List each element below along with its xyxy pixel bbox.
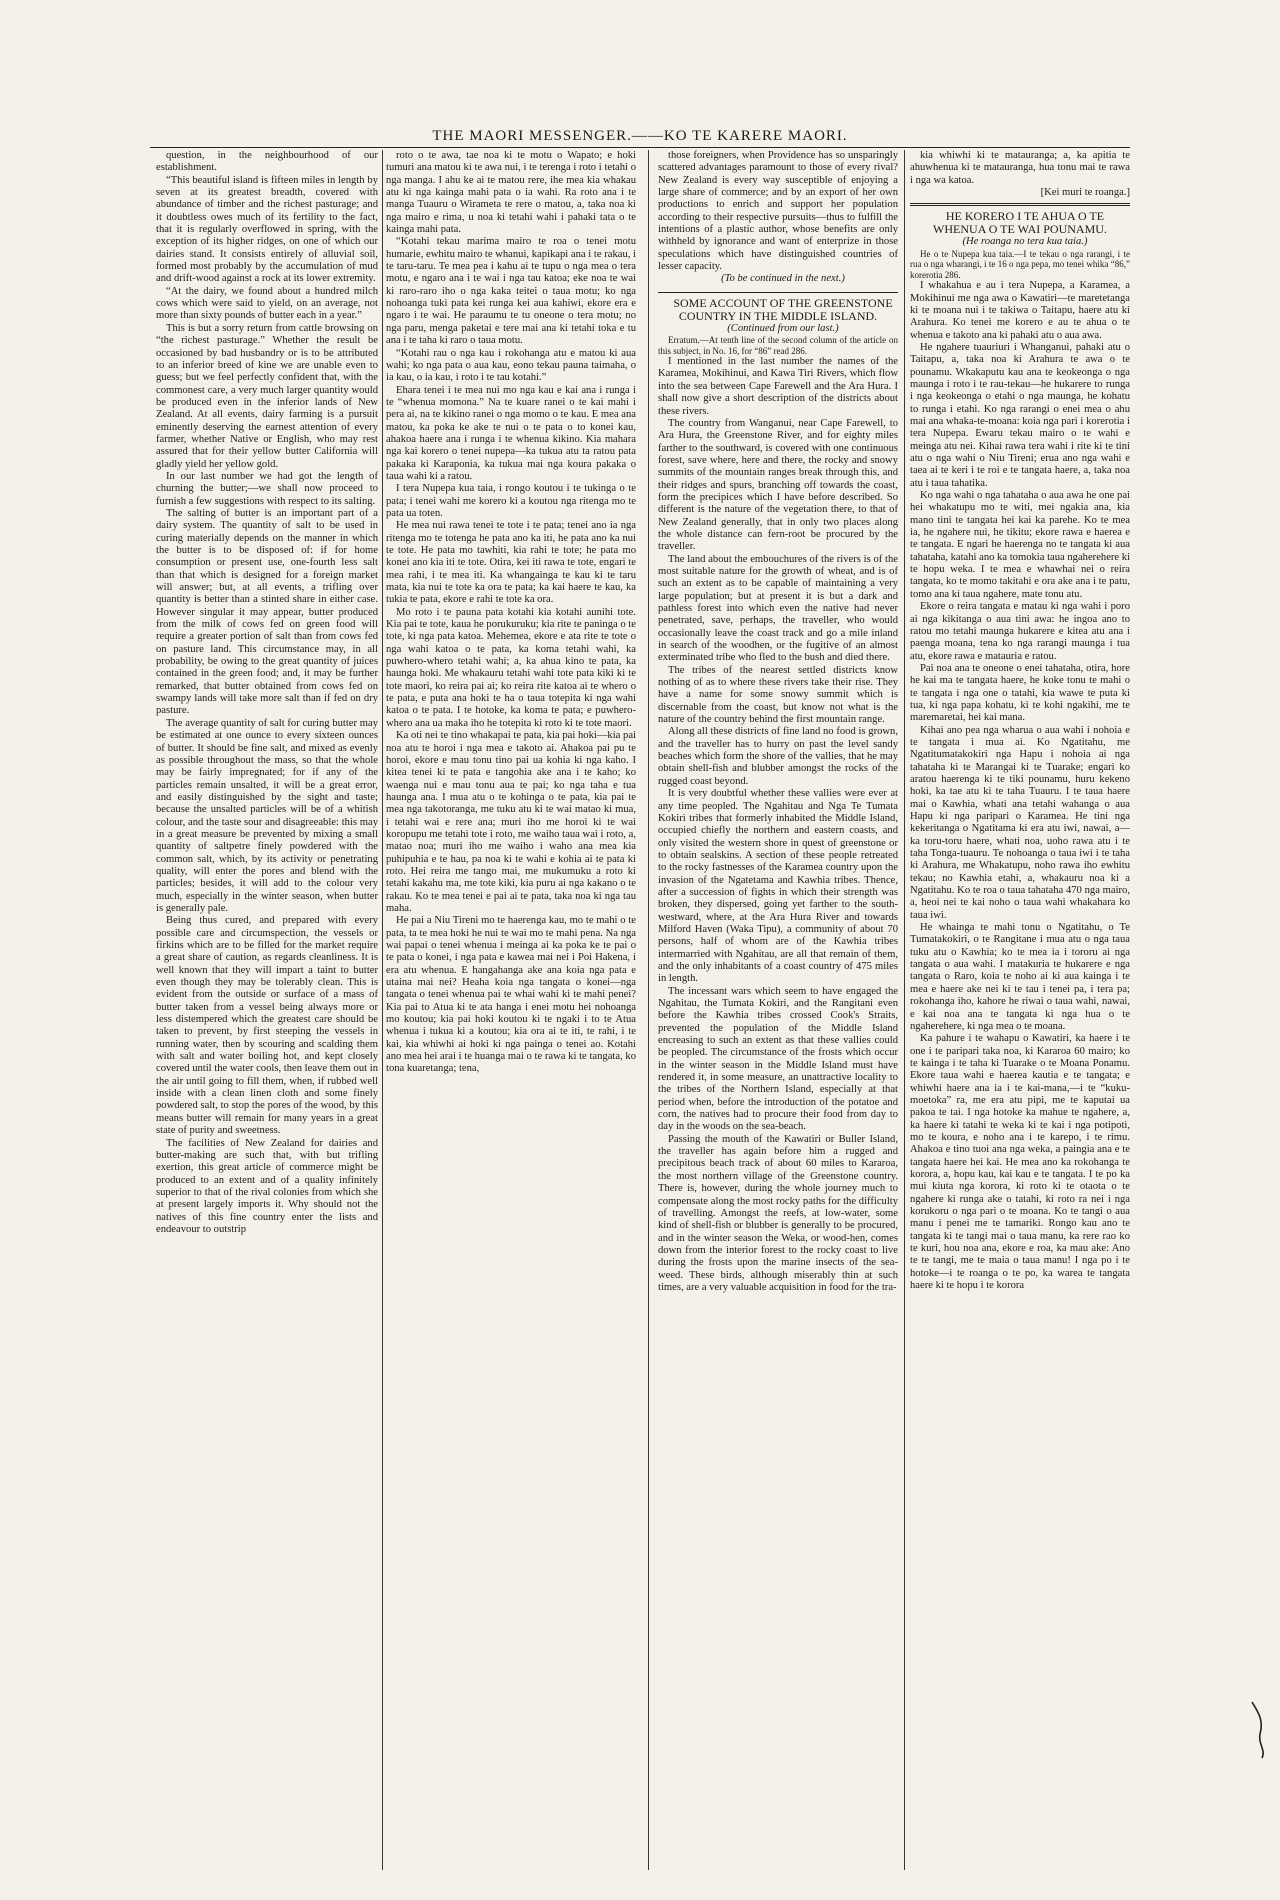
paragraph: I mentioned in the last number the names of the Karamea, Mokihinui, and Kawa Tiri Rivers, which flow into the sea between Cape Farewell and the Ara Hura. I shall now give a short description of the districts about these rivers. [658, 356, 898, 417]
paragraph: Ko nga wahi o nga tahataha o aua awa he one pai hei whakatupu mo te witi, mei ngakia ana, kia mano tini te tangata hei kai ka parehe. Ko te mea ia, he ngahere nui, he tikitu; ekore rawa e haerea e te tangata. E ngari he haerenga no te tangata ki aua tahataha, katahi ano ka tomokia taua ngaherehere ki te hopu weka. I te mea e whawhai nei o reira tangata, ko te momo takitahi e ora ake ana i te patu, tomo ana ki taua ngahere, mate tonu atu. [910, 490, 1130, 600]
paragraph: Pai noa ana te oneone o enei tahataha, otira, hore he kai ma te tangata haere, he koke tonu te mahi o te tangata i nga one o tatahi, kia wawe te puta ki tua, ki nga papa kohatu, ki te kohi ngakihi, me te maremaretai, hei kai mana. [910, 662, 1130, 724]
paragraph: I whakahua e au i tera Nupepa, a Karamea, a Mokihinui me nga awa o Kawatiri—te maretetanga ki te moana nui i te takiwa o Taitapu, haere atu ki Arahura. Ko tenei me korero e au te ahua o te whenua e takoto ana ki pahaki atu o aua awa. [910, 280, 1130, 341]
continued-note: [Kei muri te roanga.] [1040, 187, 1130, 199]
paragraph: kia whiwhi ki te matauranga; a, ka apitia te ahuwhenua ki te matauranga, hua tonu mai te rawa i nga wa katoa. [910, 150, 1130, 186]
column-english-dairy [156, 150, 378, 1870]
paragraph: Kihai ano pea nga wharua o aua wahi i nohoia e te tangata i mua ai. Ko Ngatitahu, me Ngatitumatakokiri nga Hapu i nohoia ai nga tahataha ki te Marangai ki te Tuarake; engari ko aratou haerenga ki te tiki pounamu, huru kekeno hoki, ka tae atu ki te taha Tuauru. I te taua haere mai o Kawhia, whati ana tetahi wahanga o aua Hapu ki nga paripari o Karamea. He tini nga kekeritanga o Ngatitama ki era atu iwi, nawai, a—ka toru-toru haere, whati noa, uoho rawa atu i te taha Tonga-tuauru. Te nohoanga o taua iwi i te taha ki Arahura, me Whakatupu, noho rawa iho ewhitu tekau; no Kawhia etahi, a, whakauru noa ki a Ngatitahu. Ko te roa o taua tahataha 470 nga mairo, a, heoi nei te kai noho o taua wahi whakahara ko taua iwi. [910, 724, 1130, 921]
paragraph: Along all these districts of fine land no food is grown, and the traveller has to hurry on past the level sandy beaches which form the shore of the vallies, that he may obtain shell-fish and blubber amongst the rocks of the rugged coast beyond. [658, 726, 898, 787]
paragraph: The incessant wars which seem to have engaged the Ngahitau, the Tumata Kokiri, and the Rangitani even before the Kawhia tribes crossed Cook's Straits, prevented the population of the Middle Island encreasing to such an extent as that these vallies could be peopled. The circumstance of the frosts which occur in the winter season in the Middle Island must have rendered it, in some measure, an unattractive locality to the tribes of the Northern Island, especially at that period when, before the introduction of the potatoe and corn, the natives had to procure their food from day to day in the woods on the sea-beach. [658, 985, 898, 1133]
paragraph: “Kotahi tekau marima mairo te roa o tenei motu humarie, ewhitu mairo te whanui, kapikapi ana i te rakau, i te taru-taru. Te mea pea i kahu ai te tupu o nga mea o tera motu, e ngaro ana i te wai i nga tau katoa; eke noa te wai ki raro-raro iho o nga kaka teitei o taua motu; ko nga nohoanga tuki pata kei runga kei aua kahiwi, ekore era e ngaro i te wai. He paraumu te tu oneone o tera motu; no nga paru, menga paketai e tere mai ana ki tetahi toka e tu ana i te taha ki raro o taua motu. [386, 236, 636, 347]
erratum: He o te Nupepa kua taia.—I te tekau o nga rarangi, i te rua o nga wharangi, i te 16 o nga pepa, mo tenei whika “86,” korerotia 286. [910, 248, 1130, 280]
column-rule [904, 150, 905, 1870]
paragraph: I tera Nupepa kua taia, i rongo koutou i te tukinga o te pata; i tenei wahi me korero ki a koutou nga ritenga mo te pata ua toten. [386, 483, 636, 519]
paragraph: It is very doubtful whether these vallies were ever at any time peopled. The Ngahitau and Nga Te Tumata Kokiri tribes that formerly inhabited the Middle Island, occupied chiefly the northern and eastern coasts, and only visited the western shore in quest of greenstone or to obtain sealskins. A section of these people retreated to the rocky fastnesses of the Karamea country upon the invasion of the Ngatetama and Kawhia tribes. Thence, after a succession of fights in which their strength was broken, they dispersed, going yet farther to the south-westward, where, at the Ara Hura River and towards Milford Haven (Waka Tipu), a community of about 70 persons, half of whom are of the Kawhia tribes intermarried with Ngahitau, are all that remain of them, and the only inhabitants of a coast country of 475 miles in length. [658, 788, 898, 985]
article-heading: HE KORERO I TE AHUA O TE WHENUA O TE WAI POUNAMU. [933, 209, 1107, 237]
paragraph: Ekore o reira tangata e matau ki nga wahi i poro ai nga kikitanga o aua tini awa: he ingoa ano to ratou mo tetahi maunga hukarere e kitea atu ana i paenga moana, tena ko nga rarangi maunga i tua atu, ekore rawa e matauria e ratou. [910, 601, 1130, 662]
column-rule [382, 150, 383, 1870]
masthead: THE MAORI MESSENGER.——KO TE KARERE MAORI. [150, 128, 1130, 148]
column-maori-dairy [386, 150, 636, 1870]
paragraph: He mea nui rawa tenei te tote i te pata; tenei ano ia nga ritenga mo te totenga he pata ano ka iti, he pata ano ka nui te tote. He pata mo tawhiti, kia rahi te tote; he pata mo konei ano kia iti te tote. Otira, kei iti rawa te tote, engari te mea rahi, i te mea iti. Ka whangainga te kau ki te taru mata, kia nui te tote ka ora te pata; ka kai haere te kau, ka tukia te pata, ekore e rahi te tote ka ora. [386, 520, 636, 606]
divider [658, 292, 898, 293]
erratum: Erratum.—At tenth line of the second column of the article on this subject, in No. 16, for “86” read 286. [658, 335, 898, 356]
article-subheading: (He roanga no tera kua taia.) [962, 236, 1088, 248]
paragraph: “At the dairy, we found about a hundred milch cows which were said to yield, on an average, not more than sixty pounds of butter each in a year.” [156, 285, 378, 322]
paragraph: Passing the mouth of the Kawatiri or Buller Island, the traveller has again before him a rugged and precipitous beach track of about 60 miles to Kararoa, the most northern village of the Greenstone country. There is, however, during the whole journey much to compensate along the most rocky paths for the difficulty of travelling. Amongst the reefs, at low-water, some kind of shell-fish or blubber is generally to be procured, and in the winter season the Weka, or wood-hen, comes down from the interior forest to the rocky coast to live during the frosts upon the marine insects of the sea-weed. These birds, although miserably thin at such times, are a very valuable acquisition in food for the tra- [658, 1133, 898, 1293]
paragraph: The average quantity of salt for curing butter may be estimated at one ounce to every sixteen ounces of butter. It should be fine salt, and mixed as evenly as possible throughout the mass, so that the whole may be fairly impregnated; for if any of the particles remain unsalted, it will be a great error, and easily distinguished by the sight and taste; because the unsalted particles will be of a whitish colour, and the taste sour and disagreeable: this may in a great measure be prevented by mixing a small quantity of saltpetre finely powdered with the common salt, which, by its activity or penetrating quality, will enter the pores and blend with the particles; besides, it will add to the colour very much, especially in the winter season, when butter is generally pale. [156, 717, 378, 914]
paragraph: those foreigners, when Providence has so unsparingly scattered advantages paramount to those of every rival? New Zealand is every way susceptible of enjoying a large share of commerce; and by an export of her own productions to enrich and support her population according to their respective pursuits—thus to fulfill the intentions of a plastic author, whose benefits are only withheld by ignorance and want of enterprize in those speculations which have distinguished countries of lesser capacity. [658, 150, 898, 273]
paragraph: He ngahere tuauriuri i Whanganui, pahaki atu o Taitapu, a, taka noa ki Arahura te awa o te pounamu. Wkakaputu kau ana te keokeonga o nga maunga i roto i te rau-tekau—he hukarere to runga i nga keokeonga o etahi o nga maunga, he kohatu to runga i etahi. Ko nga rarangi o enei mea o ahu mai ana whaka-te-moana: koia nga pari i korerotia i tera Nupepa. Ewaru tekau mairo o te wahi e meinga atu nei. Kihai rawa tera wahi i rite ki te tini atu o nga wahi o Niu Tireni; erua ano nga wahi e taea ai te keri i te roi e te tangata haere, a, taka noa atu i taua tahatika. [910, 341, 1130, 489]
article-heading: SOME ACCOUNT OF THE GREENSTONE COUNTRY IN THE MIDDLE ISLAND. [673, 295, 893, 323]
paragraph: He whainga te mahi tonu o Ngatitahu, o Te Tumatakokiri, o te Rangitane i mua atu o nga taua tuku atu o Kawhia; ko te mea ia i tororu ai nga tangata o aua wahi. I matakuria te hukarere e nga tangata o Raro, koia te noho ai ki aua kainga i te mea e haere ake nei ki te tau i tenei pa, i tera pa; rokohanga iho, kahore he riwai o taua wahi, nawai, e kai noa ana te tangata ki nga hua o te ngaherehere, ki nga mea o te moana. [910, 922, 1130, 1032]
curl-mark-icon [1248, 1700, 1270, 1760]
paragraph: In our last number we had got the length of churning the butter;—we shall now proceed to furnish a few suggestions with respect to its salting. [156, 470, 378, 507]
paragraph: question, in the neighbourhood of our establishment. [156, 150, 378, 174]
paragraph: “Kotahi rau o nga kau i rokohanga atu e matou ki aua wahi; ko nga pata o aua kau, eono tekau pauna taimaha, o ia kau, o ia kau, i roto i te tau kotahi.” [386, 347, 636, 384]
paragraph: The country from Wanganui, near Cape Farewell, to Ara Hura, the Greenstone River, and for eighty miles farther to the southward, is covered with one continuous forest, save where, here and there, the rocky and snowy summits of the mountain ranges break through this, and their ridges and spurs, branching off towards the coast, form the precipices which I have before described. So different is the nature of the vegetation there, to that of New Zealand generally, that in only two places along the whole distance can fern-root be procured by the traveller. [658, 417, 898, 553]
continued-note: (To be continued in the next.) [721, 273, 845, 285]
paragraph: Ka pahure i te wahapu o Kawatiri, ka haere i te one i te paripari taka noa, ki Kararoa 60 mairo; ko te kainga i te taha ki Tuarake o te Moana Ponamu. Ekore taua wahi e haerea kautia e te tangata; e whiwhi haere ana ia i te kai-mana,—i te “kuku-moetoka” ra, me era atu pipi, me te kaputai ua pakoa te tai. I nga hotoke ka mahue te ngahere, a, ka haere ki tatahi te weka ki te kai i nga potipoti, mo te koura, e noho ana i te karepo, i te rimu. Ahakoa e tino tuoi ana nga weka, a paingia ana e te tangata haere hei kai. He mea ano ka rokohanga te korora, a, hopu kau, kai kau e te tangata. I te po ka mui kiuta nga korora, ki roto ki te otaota o te ngahere ki runga ake o tatahi, ki roto ra nei i nga korukoru o nga pari o te moana. Ko te tangi o aua manu i penei me te tamariki. Rongo kau ano te tangata ki te tangi mai o taua manu, ka rere rao ko te kuri, hou noa ana, ekore e roa, ka mau ake: Ano te te tangi, me te maia o taua manu! I nga po i te hotoke—i te roanga o te po, ka warea te tangata haere ki te hopu i te korora [910, 1033, 1130, 1292]
paragraph: Ka oti nei te tino whakapai te pata, kia pai hoki—kia pai noa atu te horoi i nga mea e takoto ai. Ahakoa pai pu te horoi, ekore e mau tonu tino pai ua kohia ki nga kaho. I kitea tenei ki te pata e tangohia ake ana i te kaho; ko waenga nui e mau tonu aua te pai; ko nga taha e tua haunga ana. I mua atu o te kohinga o te pata, kia pai te mea nga takotoranga, me tuku atu ki te wai matao ki mua, i tetahi wai e rere ana; muri iho me horoi ki te wai koropupu me tetahi tote i roto, me waiho taua wai i roto, a, matao noa; muri iho me waiho i waho ana mea kia puhipuhia e te hau, pa noa ki te wahi e kohia ai te pata ki roto. Hei reira me tango mai, me mukumuku a roto ki tetahi kakahu ma, me tote kiki, kia puru ai nga kakano o te rakau. Ko te mea tenei e pai ai te pata, taka noa ki nga tau maha. [386, 730, 636, 914]
divider [910, 203, 1130, 206]
paragraph: He pai a Niu Tireni mo te haerenga kau, mo te mahi o te pata, ta te mea hoki he nui te wai mo te mahi pena. Na nga wai papai o tenei whenua i meinga ai ka poka ke te pai o te pata o konei, i nga pata e kawea mai nei i Poi Hakena, i era atu whenua. E hangahanga ake ana koia nga pata e utaina mai nei? Heaha koia nga tangata o konei—nga tangata o tenei whenua pai te whai wahi ki te mahi penei? Kia pai to Atua ki te ata hanga i enei motu hei nohoanga mo koutou; kia pai hoki koutou ki te ngaki i to te Atua whenua i tukua ki a koutou; kia ora ai te iti, te rahi, i te kai, kia whiwhi ai hoki ki nga painga o tenei ao. Kotahi ano mea hei arai i te huanga mai o te rawa ki te tangata, ko tona kuaretanga; tena, [386, 915, 636, 1075]
column-english-greenstone [658, 150, 898, 1870]
paragraph: Being thus cured, and prepared with every possible care and circumspection, the vessels or firkins which are to be filled for the market require a great share of caution, as regards cleanliness. It is well known that they will impart a taint to butter even though they may be tolerably clean. This is evident from the outside or surface of a mass of butter taken from a vessel being always more or less distempered which the greatest care should be taken to prevent, by first steeping the vessels in running water, then by scouring and scalding them with salt and water boiling hot, and kept closely covered until the water cools, then leave them out in the air until going to fill them, when, if rubbed well inside with a clean linen cloth and some finely powdered salt, to stop the pores of the wood, by this means butter will remain for many years in a great state of purity and sweetness. [156, 915, 378, 1137]
paragraph: Ehara tenei i te mea nui mo nga kau e kai ana i runga i te “whenua momona.” Na te kuare ranei o te kai mahi i pera ai, na te kikino ranei o nga momo o te kau. E mea ana matou, ka poka ke ake te nui o te pata o to konei kau, ahakoa haere ana i runga i te whenua kikino. Kia mahara nga kai korero o tenei nupepa—ka tukua atu ta ratou pata pakaka ki Karaponia, ka tukua mai nga koura pakaka o taua wahi ki a ratou. [386, 384, 636, 482]
paragraph: The land about the embouchures of the rivers is of the most suitable nature for the growth of wheat, and is of such an extent as to be capable of maintaining a very large population; but at present it is but a dark and pathless forest into which even the native had never penetrated, save, perhaps, the traveller, who would occasionally leave the coast track and go a mile inland in search of the woodhen, or the fugitive of an almost exterminated tribe who fled to the bush and died there. [658, 553, 898, 664]
article-subheading: (Continued from our last.) [727, 322, 839, 334]
column-rule [648, 150, 649, 1870]
paragraph: The facilities of New Zealand for dairies and butter-making are such that, with but trifling exertion, this great article of commerce might be produced to an extent and of a quality infinitely superior to that of the rival colonies from which she at present largely imports it. Why should not the natives of this fine country enter the lists and endeavour to outstrip [156, 1137, 378, 1235]
paragraph: The salting of butter is an important part of a dairy system. The quantity of salt to be used in curing materially depends on the manner in which the butter is to be disposed of: if for home consumption or present use, one-fourth less salt than that which is designed for a foreign market will answer; but, at all events, a trifling over quantity is better than a stinted share in either case. However singular it may appear, butter produced from the milk of cows fed on green food will require a greater portion of salt than from cows fed on pasture land. This circumstance may, in all probability, be owing to the great quantity of juices contained in the green food; and, it may be further remarked, that butter obtained from cows fed on swampy lands will take more salt than if fed on dry pasture. [156, 507, 378, 717]
paragraph: The tribes of the nearest settled districts know nothing of as to where these rivers take their rise. They have a name for some snowy summit which is discernable from the coast, but know not what is the nature of the country behind the first mountain range. [658, 664, 898, 726]
paragraph: “This beautiful island is fifteen miles in length by seven at its greatest breadth, covered with abundance of timber and the richest pasturage; and it doubtless owes much of its fertility to the fact, that it is regularly overflowed in spring, with the exception of its higher ridges, on one of which our dairies stand. It consists entirely of alluvial soil, formed most probably by the accumulation of mud and drift-wood against a rock at its lower extremity. [156, 174, 378, 285]
column-maori-greenstone [910, 150, 1130, 1870]
paragraph: roto o te awa, tae noa ki te motu o Wapato; e hoki tumuri ana matou ki te awa nui, i te terenga i roto i tetahi o nga manga. I ahu ke ai te matou rere, ihe mea kia whakau atu ki nga kainga mahi pata o ia wahi. Ra roto ana i te manga Tuauru o Wirameta te rere o matou, a, taka noa ki nga mairo e rima, u noa ki tetahi wahi i pahaki tata o te kainga mahi pata. [386, 150, 636, 236]
paragraph: This is but a sorry return from cattle browsing on “the richest pasturage.” Whether the result be occasioned by bad husbandry or is to be attributed to an inferior breed of kine we are unable even to guess; but we feel perfectly confident that, with the commonest care, a very much larger quantity would be produced even in the inferior lands of New Zealand. At all events, dairy farming is a pursuit eminently deserving the earnest attention of every farmer, whether Native or English, who may rest assured that for their yellow butter California will gladly yield her yellow gold. [156, 322, 378, 470]
paragraph: Mo roto i te pauna pata kotahi kia kotahi aunihi tote. Kia pai te tote, kaua he porukuruku; kia rite te paninga o te tote, ki nga pata katoa. Mehemea, ekore e ata rite te tote o nga wahi katoa o te pata, ka koma tetahi wahi, ka puwhero-whero tetahi wahi; a, ka ahua kino te pata, ka haunga hoki. Me whakauru tetahi wahi tote pata kiki ki te tote maori, ko reira pai ai; ko reira rite katoa ai te whero o te pata, e puta ana hoki te ha o taua totepita ki nga wahi katoa o te pata. I te hotoke, ka koma te pata; e puwhero-whero ana ua maka iho he totepita ki roto ki te tote maori. [386, 606, 636, 729]
